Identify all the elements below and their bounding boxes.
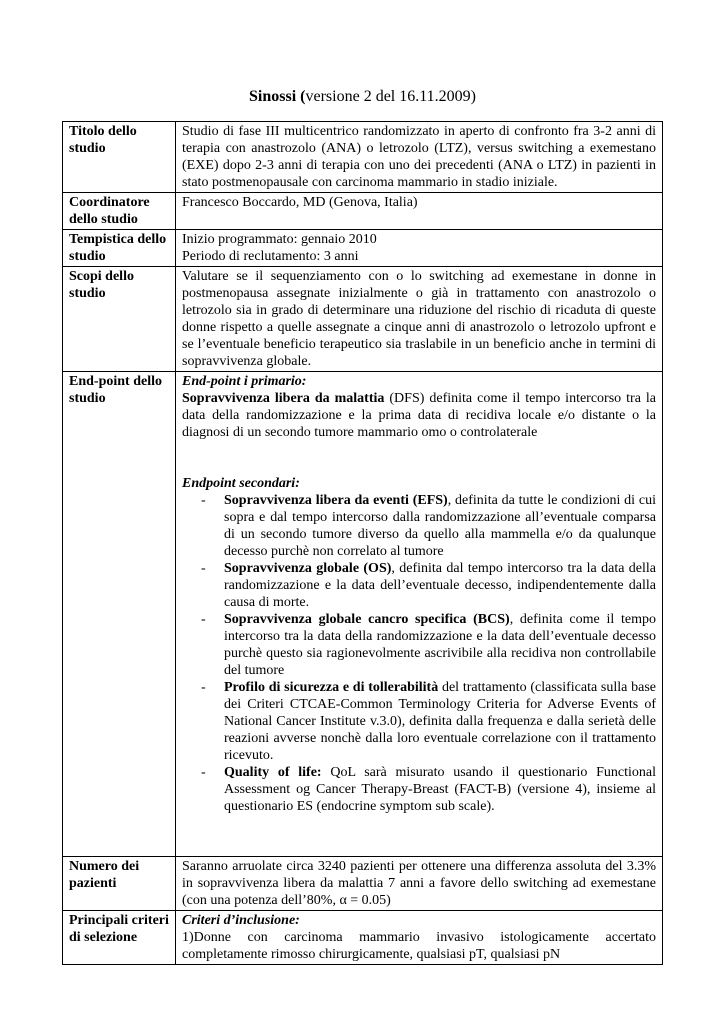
item-text: del trattamento (classificata sulla base dei Criteri CTCAE-Common Terminology Criteria for Adverse Events of National Cancer Institute v.3.0), definita dalla frequenza e dalla serietà delle reazioni avverse nonchè dalla loro eventuale correlazione con il trattamento ricevuto. <box>224 680 656 763</box>
primary-endpoint-heading: End-point i primario: <box>182 374 307 389</box>
tempistica-line-1: Inizio programmato: gennaio 2010 <box>182 232 377 247</box>
primary-endpoint-bold: Sopravvivenza libera da malattia <box>182 391 385 406</box>
secondary-endpoint-list <box>182 492 656 815</box>
primary-endpoint-rest: (DFS) definita come il tempo intercorso tra la data della randomizzazione e la prima data di recidiva locale e/o distante o la diagnosi di un secondo tumore mammario omo o controlaterale <box>182 391 656 440</box>
value-titolo: Studio di fase III multicentrico randomizzato in aperto di confronto fra 3-2 anni di terapia con anastrozolo (ANA) o letrozolo (LTZ), versus switching a exemestano (EXE) dopo 2-3 anni di terapia con uno dei precedenti (ANA o LTZ) in pazienti in stato postmenopausale con carcinoma mammario in stadio iniziale. <box>176 122 663 193</box>
value-criteri <box>176 911 663 965</box>
list-item <box>224 611 656 679</box>
title-rest: versione 2 del 16.11.2009) <box>305 88 476 105</box>
inclusion-text: 1)Donne con carcinoma mammario invasivo istologicamente accertato completamente rimosso chirurgicamente, qualsiasi pT, qualsiasi pN <box>182 930 656 962</box>
value-coordinatore: Francesco Boccardo, MD (Genova, Italia) <box>176 193 663 230</box>
item-bold: Quality of life: <box>224 765 322 780</box>
label-criteri: Principali criteri di selezione <box>63 911 176 965</box>
row-scopi <box>63 267 663 372</box>
list-item <box>224 492 656 560</box>
label-endpoint: End-point dello studio <box>63 372 176 857</box>
label-coordinatore: Coordinatore dello studio <box>63 193 176 230</box>
spacer <box>182 441 656 475</box>
item-text: QoL sarà misurato usando il questionario Functional Assessment og Cancer Therapy-Breast (FACT-B) (versione 4), insieme al questionario ES (endocrine symptom sub scale). <box>224 765 656 814</box>
row-titolo <box>63 122 663 193</box>
list-item <box>224 679 656 764</box>
value-endpoint <box>176 372 663 857</box>
label-numero: Numero dei pazienti <box>63 857 176 911</box>
row-numero <box>63 857 663 911</box>
secondary-endpoint-heading: Endpoint secondari: <box>182 476 300 491</box>
row-coordinatore <box>63 193 663 230</box>
item-text: , definita come il tempo intercorso tra la data della randomizzazione e la data dell’eventuale decesso purchè questo sia ragionevolmente ascrivibile alla recidiva non controllabile del tumore <box>224 612 656 678</box>
value-tempistica <box>176 230 663 267</box>
row-tempistica <box>63 230 663 267</box>
item-text: , definita dal tempo intercorso tra la data della randomizzazione e la data dell’eventuale decesso, indipendentemente dalla causa di morte. <box>224 561 656 610</box>
list-item <box>224 560 656 611</box>
row-endpoint <box>63 372 663 857</box>
label-titolo: Titolo dello studio <box>63 122 176 193</box>
value-scopi: Valutare se il sequenziamento con o lo switching ad exemestane in donne in postmenopausa assegnate inizialmente o già in trattamento con anastrozolo o letrozolo sia in grado di determinare una riduzione del rischio di ricaduta di queste donne rispetto a quelle assegnate a cinque anni di anastrozolo o letrozolo upfront e se l’eventuale beneficio terapeutico sia traslabile in un beneficio anche in termini di sopravvivenza globale. <box>176 267 663 372</box>
item-bold: Profilo di sicurezza e di tollerabilità <box>224 680 439 695</box>
title-bold: Sinossi ( <box>249 88 306 105</box>
synopsis-table <box>62 121 663 965</box>
label-tempistica: Tempistica dello studio <box>63 230 176 267</box>
value-numero: Saranno arruolate circa 3240 pazienti per ottenere una differenza assoluta del 3.3% in sopravvivenza libera da malattia 7 anni a favore dello switching ad exemestane (con una potenza dell’80%, α = 0.05) <box>176 857 663 911</box>
label-scopi: Scopi dello studio <box>63 267 176 372</box>
item-bold: Sopravvivenza globale (OS) <box>224 561 392 576</box>
row-criteri <box>63 911 663 965</box>
spacer <box>182 815 656 855</box>
item-text: , definita da tutte le condizioni di cui sopra e dal tempo intercorso dalla randomizzazione all’eventuale comparsa di un secondo tumore diverso da quello alla mammella e/o da qualunque decesso purchè non correlato al tumore <box>224 493 656 559</box>
item-bold: Sopravvivenza globale cancro specifica (BCS) <box>224 612 510 627</box>
item-bold: Sopravvivenza libera da eventi (EFS) <box>224 493 448 508</box>
list-item <box>224 764 656 815</box>
document-title <box>0 88 725 106</box>
primary-endpoint-text <box>182 390 656 441</box>
tempistica-line-2: Periodo di reclutamento: 3 anni <box>182 249 359 264</box>
inclusion-heading: Criteri d’inclusione: <box>182 913 300 928</box>
